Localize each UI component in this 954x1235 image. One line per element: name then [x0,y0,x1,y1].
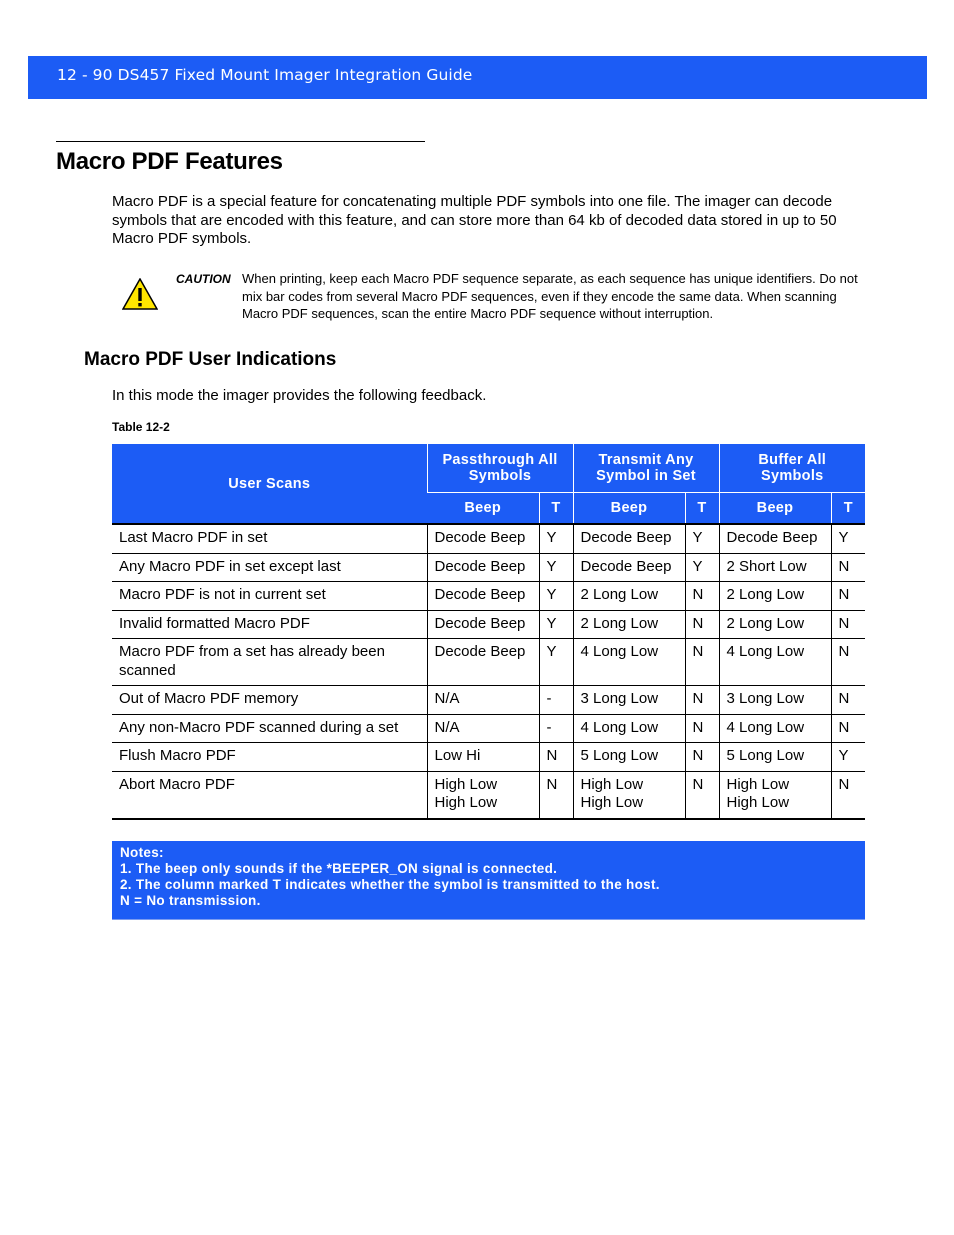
beep-cell: 2 Long Low [719,582,831,611]
header-group-passthrough: Passthrough All Symbols [427,444,573,493]
subsection-title: Macro PDF User Indications [84,349,337,370]
header-t: T [685,493,719,525]
page-header-bar [28,56,927,99]
beep-cell: 2 Long Low [719,610,831,639]
user-scan-cell: Out of Macro PDF memory [112,686,427,715]
user-scan-cell: Macro PDF from a set has already been scanned [112,639,427,686]
beep-cell: 5 Long Low [573,743,685,772]
header-beep: Beep [427,493,539,525]
table-notes [112,841,865,920]
table-row [112,524,865,553]
user-scan-cell: Invalid formatted Macro PDF [112,610,427,639]
user-scan-cell: Last Macro PDF in set [112,524,427,553]
t-cell: N [831,639,865,686]
t-cell: N [685,582,719,611]
t-cell: Y [539,610,573,639]
beep-cell: 2 Long Low [573,610,685,639]
t-cell: N [539,771,573,819]
t-cell: Y [831,524,865,553]
note-line: N = No transmission. [120,893,261,908]
t-cell: N [685,686,719,715]
t-cell: N [539,743,573,772]
t-cell: N [831,610,865,639]
table-row [112,610,865,639]
beep-cell: Decode Beep [427,610,539,639]
t-cell: N [831,771,865,819]
beep-cell: Decode Beep [719,524,831,553]
t-cell: N [831,582,865,611]
t-cell: Y [539,524,573,553]
t-cell: N [685,610,719,639]
beep-cell: 4 Long Low [719,639,831,686]
t-cell: N [685,714,719,743]
beep-cell: 2 Short Low [719,553,831,582]
t-cell: N [685,639,719,686]
beep-cell: Low Hi [427,743,539,772]
table-row [112,686,865,715]
note-line: 2. The column marked T indicates whether the symbol is transmitted to the host. [120,877,660,892]
beep-cell: High Low High Low [427,771,539,819]
user-indications-table [112,444,865,820]
user-scan-cell: Any Macro PDF in set except last [112,553,427,582]
t-cell: - [539,714,573,743]
t-cell: Y [685,524,719,553]
t-cell: Y [831,743,865,772]
t-cell: - [539,686,573,715]
beep-cell: 3 Long Low [719,686,831,715]
beep-cell: Decode Beep [427,582,539,611]
section-rule [56,141,425,142]
beep-cell: Decode Beep [573,524,685,553]
table-row [112,714,865,743]
header-beep: Beep [719,493,831,525]
header-group-buffer: Buffer All Symbols [719,444,865,493]
beep-cell: 2 Long Low [573,582,685,611]
table-row [112,582,865,611]
header-user-scans: User Scans [112,444,427,524]
header-group-transmit: Transmit Any Symbol in Set [573,444,719,493]
table-row [112,743,865,772]
table-body [112,524,865,819]
beep-cell: N/A [427,686,539,715]
beep-cell: High Low High Low [573,771,685,819]
table-row [112,553,865,582]
t-cell: Y [539,553,573,582]
t-cell: N [685,743,719,772]
beep-cell: 5 Long Low [719,743,831,772]
t-cell: N [685,771,719,819]
table-row [112,771,865,819]
notes-heading: Notes: [120,845,164,860]
table-row [112,639,865,686]
beep-cell: Decode Beep [427,639,539,686]
caution-text: When printing, keep each Macro PDF sequence separate, as each sequence has unique identifiers. Do not mix bar codes from several Macro PDF sequences, even if they encode the same data. When scanning Macro PDF sequences, scan the entire Macro PDF sequence without interruption. [242,271,858,321]
beep-cell: 4 Long Low [573,639,685,686]
t-cell: Y [539,582,573,611]
user-scan-cell: Abort Macro PDF [112,771,427,819]
header-t: T [539,493,573,525]
beep-cell: N/A [427,714,539,743]
table-label: Table 12-2 [112,420,170,434]
note-line: 1. The beep only sounds if the *BEEPER_ON signal is connected. [120,861,558,876]
warning-triangle-icon [122,278,158,310]
beep-cell: Decode Beep [573,553,685,582]
beep-cell: 3 Long Low [573,686,685,715]
header-beep: Beep [573,493,685,525]
user-scan-cell: Flush Macro PDF [112,743,427,772]
caution-label: CAUTION [176,272,231,286]
t-cell: N [831,553,865,582]
user-scan-cell: Any non-Macro PDF scanned during a set [112,714,427,743]
section-title: Macro PDF Features [56,148,283,175]
t-cell: N [831,686,865,715]
t-cell: Y [539,639,573,686]
t-cell: Y [685,553,719,582]
page-header-text: 12 - 90 DS457 Fixed Mount Imager Integration Guide [57,66,473,84]
intro-paragraph: Macro PDF is a special feature for concatenating multiple PDF symbols into one file. The imager can decode symbols that are encoded with this feature, and can store more than 64 kb of decoded data stored in up to 50 Macro PDF symbols. [112,193,837,247]
lead-text: In this mode the imager provides the following feedback. [112,387,487,404]
user-scan-cell: Macro PDF is not in current set [112,582,427,611]
beep-cell: High Low High Low [719,771,831,819]
beep-cell: Decode Beep [427,524,539,553]
beep-cell: 4 Long Low [573,714,685,743]
header-t: T [831,493,865,525]
beep-cell: Decode Beep [427,553,539,582]
beep-cell: 4 Long Low [719,714,831,743]
t-cell: N [831,714,865,743]
